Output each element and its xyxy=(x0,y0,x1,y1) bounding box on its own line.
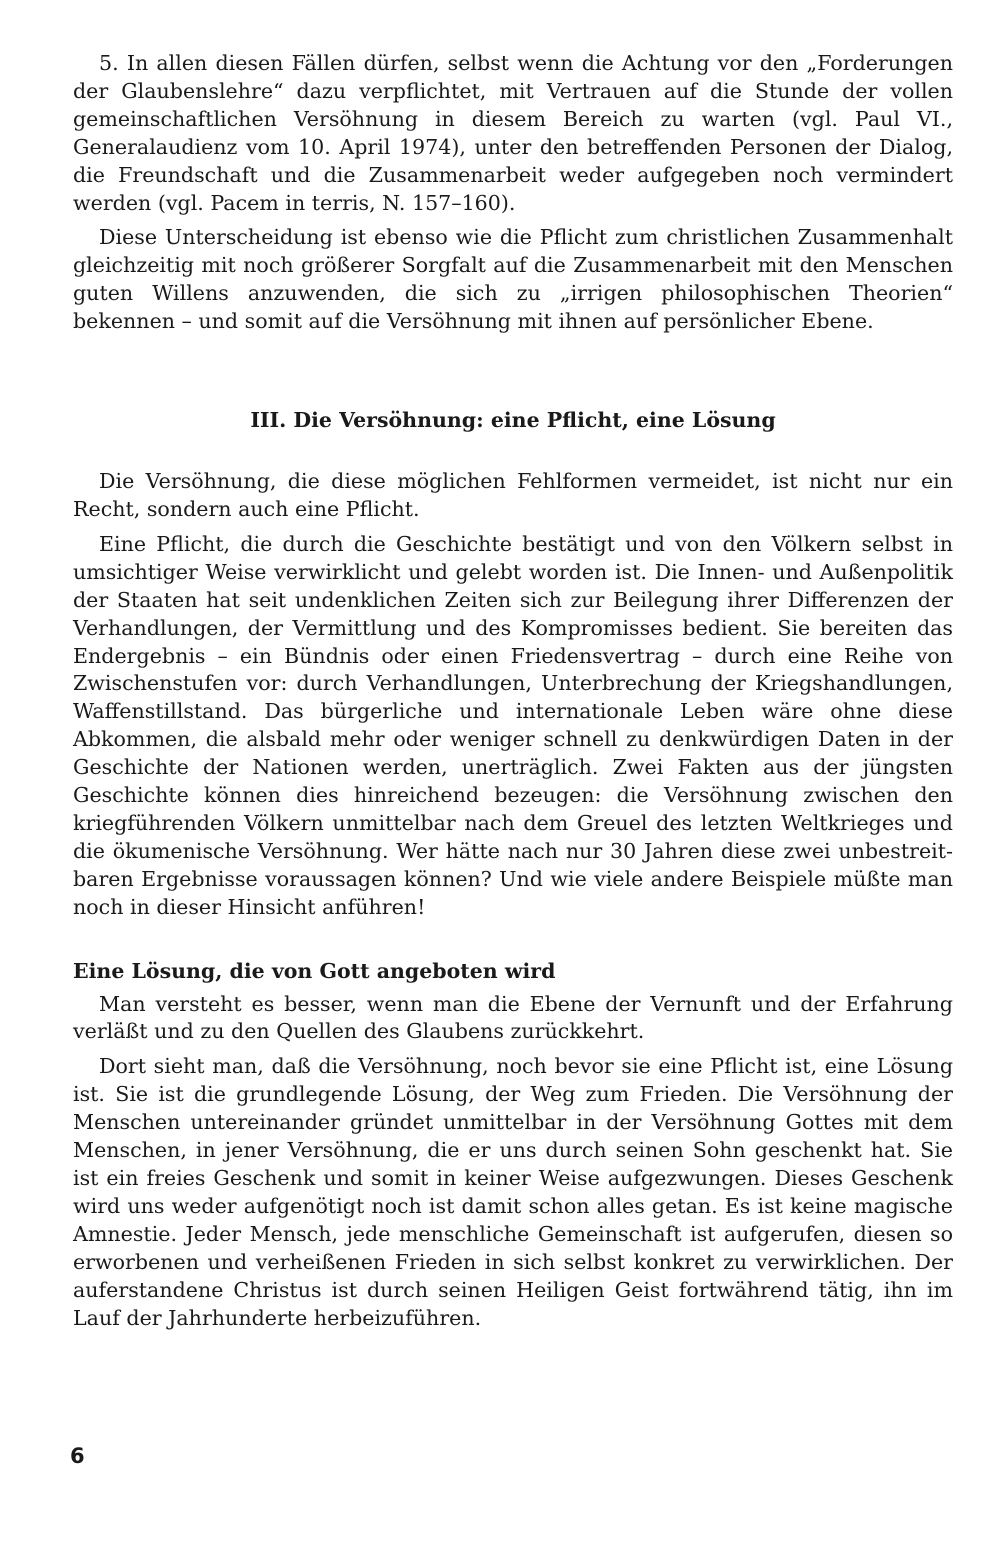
paragraph: Dort sieht man, daß die Versöhnung, noch bevor sie eine Pflicht ist, eine Lösung ist. Sie ist die grundlegende Lösung, der Weg zum Frieden. Die Versöhnung der Menschen untereinander gründet unmittelbar in der Versöhnung Gottes mit dem Menschen, in jener Versöhnung, die er uns durch seinen Sohn geschenkt hat. Sie ist ein freies Geschenk und somit in keiner Weise aufgezwungen. Dieses Geschenk wird uns weder aufgenötigt noch ist damit schon alles getan. Es ist keine magische Amnestie. Jeder Mensch, jede menschliche Gemeinschaft ist aufgerufen, diesen so erworbenen und verheißenen Frieden in sich selbst konkret zu verwirklichen. Der auferstandene Christus ist durch seinen Heiligen Geist fortwährend tätig, ihn im Lauf der Jahrhunderte herbeizuführen. xyxy=(73,1054,953,1330)
section-heading: III. Die Versöhnung: eine Pflicht, eine Lösung xyxy=(250,408,776,433)
page-body xyxy=(73,50,953,1332)
paragraph: Diese Unterscheidung ist ebenso wie die Pflicht zum christlichen Zusammenhalt gleichzeitig mit noch größerer Sorgfalt auf die Zusammenarbeit mit den Menschen guten Willens anzuwenden, die sich zu „irrigen philosophischen Theorien“ bekennen – und somit auf die Versöhnung mit ihnen auf persönlicher Ebene. xyxy=(73,225,953,334)
subsection-heading: Eine Lösung, die von Gott angeboten wird xyxy=(73,958,556,983)
paragraph: 5. In allen diesen Fällen dürfen, selbst wenn die Achtung vor den „Forderungen der Glaubenslehre“ dazu verpflichtet, mit Vertrauen auf die Stunde der vollen gemeinschaftlichen Versöhnung in diesem Bereich zu warten (vgl. Paul VI., Generalaudienz vom 10. April 1974), unter den betreffenden Personen der Dialog, die Freundschaft und die Zusammenarbeit weder aufgegeben noch vermindert werden (vgl. Pacem in terris, N. 157–160). xyxy=(73,51,953,215)
paragraph: Man versteht es besser, wenn man die Ebene der Vernunft und der Erfahrung verläßt und zu den Quellen des Glaubens zurückkehrt. xyxy=(73,991,953,1044)
page-number: 6 xyxy=(70,1444,85,1468)
paragraph: Die Versöhnung, die diese möglichen Fehlformen vermeidet, ist nicht nur ein Recht, sondern auch eine Pflicht. xyxy=(73,469,953,521)
paragraph: Eine Pflicht, die durch die Geschichte bestätigt und von den Völkern selbst in umsichtiger Weise verwirklicht und gelebt worden ist. Die Innen- und Außenpolitik der Staaten hat seit undenklichen Zeiten sich zur Beilegung ihrer Differenzen der Verhandlungen, der Vermittlung und des Kompromisses bedient. Sie bereiten das Endergebnis – ein Bündnis oder einen Friedensvertrag – durch eine Reihe von Zwischenstufen vor: durch Verhandlungen, Unterbrechung der Kriegshandlungen, Waffenstillstand. Das bürgerliche und internationale Leben wäre ohne diese Abkommen, die alsbald mehr oder weniger schnell zu denkwürdigen Daten in der Geschichte der Nationen werden, unerträglich. Zwei Fakten aus der jüngsten Geschichte können dies hinreichend bezeugen: die Versöhnung zwischen den kriegführenden Völkern unmittelbar nach dem Greuel des letzten Weltkrieges und die ökumenische Versöhnung. Wer hätte nach nur 30 Jahren diese zwei unbestreitbaren Ergebnisse voraussagen können? Und wie viele andere Beispiele müßte man noch in dieser Hinsicht anführen! xyxy=(73,531,953,919)
